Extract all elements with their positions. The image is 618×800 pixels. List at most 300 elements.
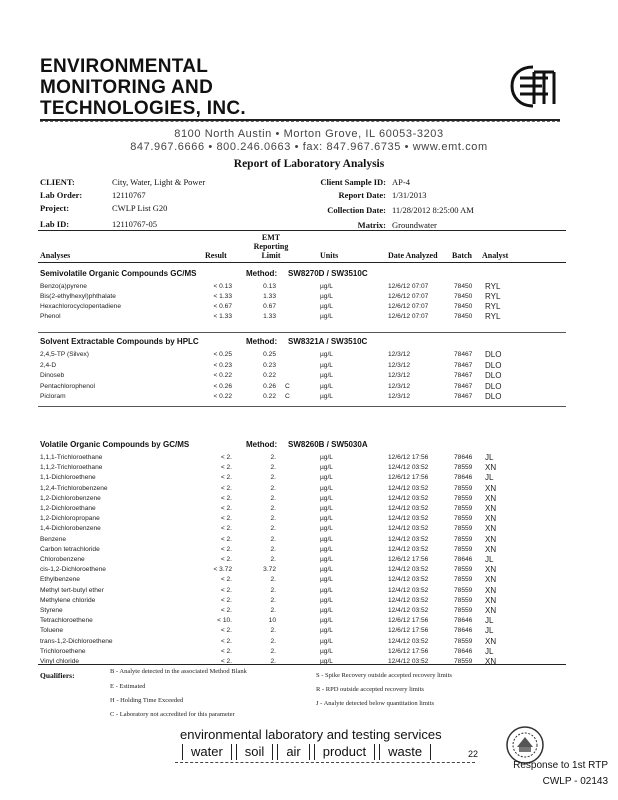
cell-limit: 2. — [270, 556, 276, 563]
column-rule — [38, 262, 566, 263]
qualifiers-rule — [38, 664, 566, 665]
cell-analyte: Methylene chloride — [40, 596, 96, 604]
cell-result: < 2. — [220, 607, 232, 614]
table-row — [0, 453, 618, 463]
cell-date: 12/4/12 03:52 — [388, 607, 429, 614]
cell-limit: 10 — [268, 617, 276, 625]
cell-result: < 0.25 — [213, 351, 232, 358]
cell-analyte: Carbon tetrachloride — [40, 545, 100, 553]
cell-date: 12/4/12 03:52 — [388, 586, 429, 594]
cell-analyst: DLO — [485, 381, 502, 391]
cell-date: 12/6/12 07:07 — [388, 313, 429, 320]
cell-date: 12/4/12 03:52 — [388, 576, 429, 584]
col-analyst: Analyst — [482, 251, 509, 260]
table-row — [0, 524, 618, 534]
cell-analyst: XN — [485, 493, 497, 503]
cell-result: < 0.22 — [213, 372, 232, 379]
cell-units: µg/L — [320, 556, 333, 563]
table-row — [0, 504, 618, 514]
cell-analyte: Vinyl chloride — [40, 658, 80, 665]
cell-units: µg/L — [320, 393, 333, 400]
cell-result: < 2. — [220, 647, 232, 655]
cell-batch: 78467 — [454, 382, 473, 390]
cell-limit: 2. — [270, 494, 276, 502]
cell-analyte: Trichloroethene — [40, 647, 86, 655]
cell-analyte: Toluene — [40, 627, 64, 635]
cell-batch: 78646 — [454, 627, 473, 635]
cell-analyte: 1,4-Dichlorobenzene — [40, 525, 101, 533]
cell-date: 12/6/12 17:56 — [388, 556, 429, 563]
cell-units: µg/L — [320, 566, 333, 574]
cell-batch: 78559 — [454, 494, 473, 502]
table-row — [0, 616, 618, 626]
col-units: Units — [320, 251, 339, 260]
footer-category: soil — [236, 744, 274, 760]
cell-units: µg/L — [320, 494, 333, 502]
cell-result: < 2. — [220, 596, 232, 604]
method-label: Method: — [246, 440, 278, 449]
matrix-label: Matrix: — [357, 220, 386, 230]
cell-result: < 10. — [217, 617, 232, 625]
cell-analyte: Dinoseb — [40, 372, 65, 379]
table-row — [0, 302, 618, 312]
cell-units: µg/L — [320, 303, 333, 310]
cell-units: µg/L — [320, 647, 333, 655]
cell-analyte: 1,2-Dichloroethane — [40, 505, 96, 512]
method-value: SW8260B / SW5030A — [288, 440, 368, 449]
cell-analyst: XN — [485, 544, 497, 554]
qualifier-r: R - RPD outside accepted recovery limits — [316, 686, 424, 693]
table-row — [0, 596, 618, 606]
client-label: CLIENT: — [40, 177, 75, 187]
cell-limit: 2. — [270, 505, 276, 512]
cell-result: < 0.22 — [213, 393, 232, 400]
company-name — [40, 56, 460, 119]
cell-date: 12/6/12 07:07 — [388, 293, 429, 300]
cell-q: C — [285, 393, 290, 400]
cell-date: 12/6/12 17:56 — [388, 647, 429, 655]
footer-category: product — [314, 744, 375, 760]
table-row — [0, 312, 618, 322]
cell-date: 12/6/12 17:56 — [388, 474, 429, 482]
cell-result: < 2. — [220, 576, 232, 584]
cell-date: 12/3/12 — [388, 382, 410, 390]
cell-units: µg/L — [320, 382, 333, 390]
cell-analyte: 1,1,1-Trichloroethane — [40, 454, 103, 461]
cell-limit: 2. — [270, 607, 276, 614]
cell-analyst: XN — [485, 606, 497, 615]
cell-batch: 78467 — [454, 393, 473, 400]
table-row — [0, 545, 618, 555]
cell-result: < 2. — [220, 464, 232, 472]
cell-batch: 78559 — [454, 515, 473, 523]
cell-units: µg/L — [320, 351, 333, 358]
cell-batch: 78559 — [454, 586, 473, 594]
cell-date: 12/6/12 17:56 — [388, 627, 429, 635]
cell-batch: 78450 — [454, 303, 473, 310]
cell-date: 12/4/12 03:52 — [388, 596, 429, 604]
cell-limit: 2. — [270, 576, 276, 584]
cell-batch: 78646 — [454, 474, 473, 482]
table-row — [0, 371, 618, 381]
cell-result: < 3.72 — [213, 566, 232, 574]
cell-analyst: JL — [485, 473, 494, 483]
cell-result: < 2. — [220, 515, 232, 523]
company-line-1: ENVIRONMENTAL — [40, 56, 209, 77]
method-value: SW8270D / SW3510C — [288, 269, 368, 278]
document-number: CWLP - 02143 — [542, 776, 608, 787]
cell-analyst: DLO — [485, 350, 502, 359]
cell-limit: 0.23 — [263, 361, 276, 369]
cell-units: µg/L — [320, 293, 333, 300]
table-row — [0, 292, 618, 302]
cell-analyte: Benzo(a)pyrene — [40, 283, 87, 290]
company-line-3: TECHNOLOGIES, INC. — [40, 98, 246, 119]
cell-result: < 0.23 — [213, 361, 232, 369]
report-date-value: 1/31/2013 — [392, 190, 427, 200]
accreditation-seal-icon — [505, 725, 545, 765]
cell-analyst: RYL — [485, 302, 501, 311]
cell-limit: 0.13 — [263, 283, 276, 290]
cell-analyte: 1,2-Dichlorobenzene — [40, 494, 101, 502]
cell-analyst: JL — [485, 626, 494, 636]
cell-analyst: XN — [485, 504, 497, 513]
cell-limit: 2. — [270, 535, 276, 543]
cell-analyte: 2,4-D — [40, 361, 57, 369]
table-row — [0, 514, 618, 524]
cell-batch: 78559 — [454, 637, 473, 645]
footer-category: air — [277, 744, 309, 760]
cell-batch: 78559 — [454, 658, 473, 665]
report-title: Report of Laboratory Analysis — [233, 158, 385, 170]
cell-result: < 0.13 — [213, 283, 232, 290]
cell-limit: 0.25 — [263, 351, 276, 358]
cell-date: 12/4/12 03:52 — [388, 515, 429, 523]
method-label: Method: — [246, 337, 278, 346]
method-value: SW8321A / SW3510C — [288, 337, 368, 346]
cell-result: < 2. — [220, 556, 232, 563]
section-title: Semivolatile Organic Compounds GC/MS — [40, 269, 197, 278]
cell-result: < 2. — [220, 535, 232, 543]
table-row — [0, 382, 618, 392]
cell-result: < 2. — [220, 627, 232, 635]
table-row — [0, 555, 618, 565]
cell-date: 12/4/12 03:52 — [388, 535, 429, 543]
cell-units: µg/L — [320, 617, 333, 625]
cell-analyst: XN — [485, 595, 497, 605]
cell-analyst: XN — [485, 463, 497, 473]
cell-limit: 2. — [270, 515, 276, 523]
cell-units: µg/L — [320, 474, 333, 482]
cell-batch: 78559 — [454, 505, 473, 512]
cell-result: < 1.33 — [213, 313, 232, 320]
cell-analyte: Tetrachloroethene — [40, 617, 93, 625]
cell-analyst: DLO — [485, 392, 502, 401]
cell-date: 12/6/12 17:56 — [388, 617, 429, 625]
lab-order-label: Lab Order: — [40, 190, 83, 200]
qualifier-c: C - Laboratory not accredited for this parameter — [110, 711, 235, 718]
cell-analyst: JL — [485, 555, 494, 564]
header-rule — [40, 119, 560, 122]
emt-logo-icon — [508, 64, 558, 110]
cell-date: 12/3/12 — [388, 372, 410, 379]
footer-tagline: environmental laboratory and testing services — [180, 727, 442, 742]
cell-analyst: XN — [485, 657, 497, 666]
cell-analyte: Methyl tert-butyl ether — [40, 586, 104, 594]
cell-units: µg/L — [320, 515, 333, 523]
lab-order-value: 12110767 — [112, 190, 146, 200]
cell-analyte: Chlorobenzene — [40, 556, 85, 563]
table-row — [0, 586, 618, 596]
col-limit — [243, 233, 299, 260]
cell-limit: 2. — [270, 647, 276, 655]
col-limit-line-1: EMT — [261, 233, 281, 242]
cell-date: 12/6/12 17:56 — [388, 454, 429, 461]
cell-analyte: Phenol — [40, 313, 61, 320]
col-result: Result — [205, 251, 227, 260]
response-stamp: Response to 1st RTP — [513, 760, 608, 771]
cell-units: µg/L — [320, 454, 333, 461]
table-row — [0, 282, 618, 292]
cell-units: µg/L — [320, 283, 333, 290]
qualifier-s: S - Spike Recovery outside accepted recovery limits — [316, 672, 452, 679]
cell-limit: 2. — [270, 596, 276, 604]
col-limit-line-3: Limit — [261, 251, 281, 260]
cell-date: 12/3/12 — [388, 351, 410, 358]
cell-q: C — [285, 382, 290, 390]
footer-categories — [182, 744, 435, 760]
cell-result: < 2. — [220, 474, 232, 482]
cell-analyst: DLO — [485, 360, 502, 370]
cell-date: 12/4/12 03:52 — [388, 545, 429, 553]
cell-batch: 78559 — [454, 596, 473, 604]
cell-batch: 78559 — [454, 525, 473, 533]
cell-limit: 0.26 — [263, 382, 276, 390]
cell-units: µg/L — [320, 607, 333, 614]
cell-result: < 2. — [220, 637, 232, 645]
cell-limit: 2. — [270, 637, 276, 645]
cell-batch: 78646 — [454, 617, 473, 625]
cell-batch: 78646 — [454, 556, 473, 563]
cell-analyst: RYL — [485, 282, 501, 291]
cell-batch: 78450 — [454, 313, 473, 320]
sample-id-value: AP-4 — [392, 177, 410, 187]
cell-limit: 2. — [270, 586, 276, 594]
cell-analyte: Pentachlorophenol — [40, 382, 95, 390]
cell-limit: 2. — [270, 474, 276, 482]
cell-analyte: trans-1,2-Dichloroethene — [40, 637, 113, 645]
cell-batch: 78559 — [454, 545, 473, 553]
cell-batch: 78559 — [454, 576, 473, 584]
cell-batch: 78646 — [454, 647, 473, 655]
cell-result: < 2. — [220, 505, 232, 512]
cell-date: 12/4/12 03:52 — [388, 494, 429, 502]
cell-analyte: 1,1-Dichloroethene — [40, 474, 96, 482]
cell-date: 12/3/12 — [388, 393, 410, 400]
cell-limit: 2. — [270, 484, 276, 492]
cell-units: µg/L — [320, 484, 333, 492]
cell-analyst: XN — [485, 514, 497, 524]
table-row — [0, 565, 618, 575]
cell-limit: 2. — [270, 658, 276, 665]
lab-id-label: Lab ID: — [40, 219, 70, 229]
cell-units: µg/L — [320, 576, 333, 584]
table-row — [0, 494, 618, 504]
page-number: 22 — [468, 749, 479, 759]
cell-analyst: RYL — [485, 292, 501, 301]
cell-result: < 2. — [220, 658, 232, 665]
cell-units: µg/L — [320, 627, 333, 635]
cell-units: µg/L — [320, 525, 333, 533]
cell-units: µg/L — [320, 372, 333, 379]
cell-date: 12/4/12 03:52 — [388, 637, 429, 645]
cell-units: µg/L — [320, 637, 333, 645]
cell-result: < 2. — [220, 586, 232, 594]
cell-date: 12/6/12 07:07 — [388, 283, 429, 290]
cell-result: < 0.26 — [213, 382, 232, 390]
table-row — [0, 361, 618, 371]
cell-units: µg/L — [320, 313, 333, 320]
cell-date: 12/4/12 03:52 — [388, 658, 429, 665]
collection-date-value: 11/28/2012 8:25:00 AM — [392, 205, 474, 215]
cell-analyte: Picloram — [40, 393, 66, 400]
cell-result: < 2. — [220, 484, 232, 492]
table-row — [0, 657, 618, 667]
table-row — [0, 637, 618, 647]
lab-id-value: 12110767-05 — [112, 219, 158, 229]
cell-analyst: XN — [485, 585, 497, 595]
cell-batch: 78450 — [454, 283, 473, 290]
cell-date: 12/3/12 — [388, 361, 410, 369]
cell-limit: 0.22 — [263, 393, 276, 400]
method-label: Method: — [246, 269, 278, 278]
table-row — [0, 535, 618, 545]
cell-batch: 78559 — [454, 607, 473, 614]
cell-analyst: JL — [485, 453, 494, 462]
cell-date: 12/4/12 03:52 — [388, 525, 429, 533]
table-row — [0, 392, 618, 402]
cell-analyte: 2,4,5-TP (Silvex) — [40, 351, 89, 358]
qualifier-j: J - Analyte detected below quantitation limits — [316, 700, 435, 707]
section-rule — [38, 406, 566, 407]
info-rule — [38, 230, 566, 231]
col-batch: Batch — [452, 251, 472, 260]
cell-batch: 78559 — [454, 566, 473, 574]
section-title: Volatile Organic Compounds by GC/MS — [40, 440, 190, 449]
col-limit-line-2: Reporting — [253, 242, 289, 251]
cell-date: 12/4/12 03:52 — [388, 505, 429, 512]
cell-analyst: XN — [485, 483, 497, 493]
footer-category: waste — [379, 744, 431, 760]
contact-line: 847.967.6666 • 800.246.0663 • fax: 847.967.6735 • www.emt.com — [130, 141, 488, 153]
collection-date-label: Collection Date: — [327, 205, 386, 215]
cell-units: µg/L — [320, 535, 333, 543]
qualifier-b: B - Analyte detected in the associated Method Blank — [110, 668, 247, 675]
cell-batch: 78467 — [454, 351, 473, 358]
cell-batch: 78559 — [454, 535, 473, 543]
cell-result: < 2. — [220, 494, 232, 502]
cell-analyte: Ethylbenzene — [40, 576, 80, 584]
cell-analyte: cis-1,2-Dichloroethene — [40, 566, 106, 574]
cell-units: µg/L — [320, 505, 333, 512]
qualifier-h: H - Holding Time Exceeded — [110, 697, 184, 704]
report-date-label: Report Date: — [338, 190, 386, 200]
cell-result: < 2. — [220, 545, 232, 553]
section-title: Solvent Extractable Compounds by HPLC — [40, 337, 199, 346]
table-row — [0, 463, 618, 473]
cell-result: < 2. — [220, 525, 232, 533]
cell-limit: 2. — [270, 545, 276, 553]
project-value: CWLP List G20 — [112, 203, 168, 213]
cell-limit: 2. — [270, 454, 276, 461]
cell-limit: 1.33 — [263, 313, 276, 320]
cell-analyst: JL — [485, 646, 494, 656]
section-rule — [38, 332, 566, 333]
cell-analyte: 1,2,4-Trichlorobenzene — [40, 484, 108, 492]
table-row — [0, 484, 618, 494]
project-label: Project: — [40, 203, 70, 213]
cell-analyte: 1,2-Dichloropropane — [40, 515, 100, 523]
cell-batch: 78467 — [454, 372, 473, 379]
cell-analyte: Hexachlorocyclopentadiene — [40, 303, 122, 310]
cell-batch: 78450 — [454, 293, 473, 300]
cell-analyst: XN — [485, 524, 497, 534]
cell-date: 12/6/12 07:07 — [388, 303, 429, 310]
sample-id-label: Client Sample ID: — [320, 177, 386, 187]
footer-rule — [175, 762, 475, 763]
cell-analyst: XN — [485, 636, 497, 646]
cell-limit: 0.67 — [263, 303, 276, 310]
cell-result: < 2. — [220, 454, 232, 461]
cell-analyte: Benzene — [40, 535, 67, 543]
cell-batch: 78467 — [454, 361, 473, 369]
table-row — [0, 473, 618, 483]
col-analyses: Analyses — [40, 251, 71, 260]
cell-date: 12/4/12 03:52 — [388, 464, 429, 472]
cell-limit: 2. — [270, 464, 276, 472]
cell-limit: 0.22 — [263, 372, 276, 379]
cell-analyst: JL — [485, 616, 494, 626]
company-line-2: MONITORING AND — [40, 77, 214, 98]
cell-batch: 78559 — [454, 484, 473, 492]
cell-units: µg/L — [320, 596, 333, 604]
table-row — [0, 350, 618, 360]
cell-limit: 2. — [270, 627, 276, 635]
table-row — [0, 626, 618, 636]
cell-units: µg/L — [320, 586, 333, 594]
cell-units: µg/L — [320, 464, 333, 472]
cell-units: µg/L — [320, 361, 333, 369]
table-row — [0, 606, 618, 616]
cell-analyte: Styrene — [40, 607, 63, 614]
cell-analyst: XN — [485, 575, 497, 585]
cell-units: µg/L — [320, 658, 333, 665]
cell-limit: 3.72 — [263, 566, 276, 574]
cell-batch: 78559 — [454, 464, 473, 472]
address-line: 8100 North Austin • Morton Grove, IL 60053-3203 — [174, 128, 444, 140]
cell-analyst: XN — [485, 534, 497, 544]
cell-units: µg/L — [320, 545, 333, 553]
cell-batch: 78646 — [454, 454, 473, 461]
cell-date: 12/4/12 03:52 — [388, 566, 429, 574]
table-row — [0, 575, 618, 585]
qualifier-e: E - Estimated — [110, 683, 146, 690]
cell-analyst: XN — [485, 565, 497, 575]
cell-result: < 1.33 — [213, 293, 232, 300]
cell-analyst: RYL — [485, 312, 501, 321]
cell-limit: 2. — [270, 525, 276, 533]
cell-analyst: DLO — [485, 371, 502, 380]
